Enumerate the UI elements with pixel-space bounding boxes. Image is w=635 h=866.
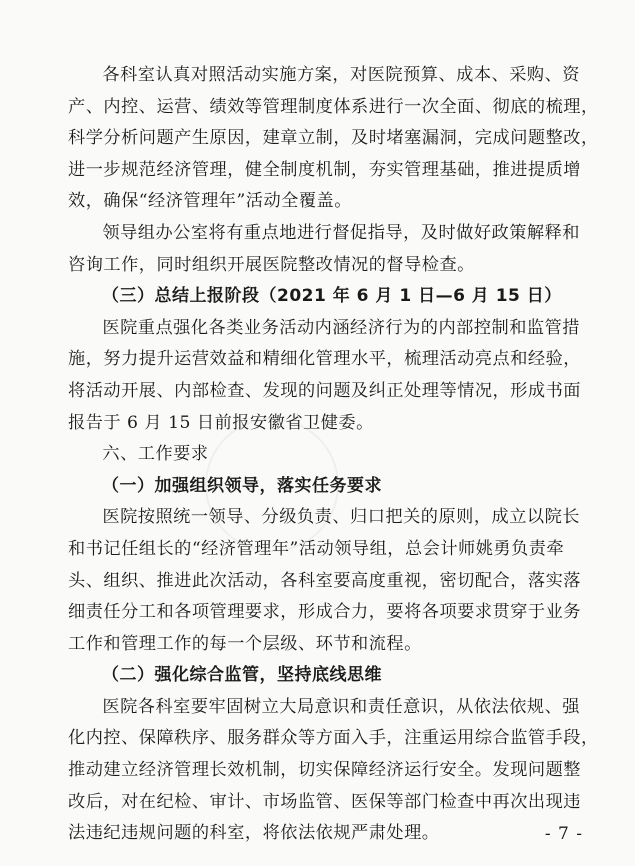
heading-comprehensive-supervision: （二）强化综合监管，坚持底线思维 — [102, 665, 382, 686]
text-line: 头、组织、推进此次活动，各科室要高度重视，密切配合，落实落 — [68, 570, 581, 591]
text-line: 报告于 6 月 15 日前报安徽省卫健委。 — [68, 412, 374, 433]
text-line: 细责任分工和各项管理要求，形成合力，要将各项要求贯穿于业务 — [68, 602, 581, 623]
heading-summary-stage: （三）总结上报阶段（2021 年 6 月 1 日—6 月 15 日） — [102, 286, 562, 307]
paragraph-supervision-mechanism — [68, 692, 599, 850]
text-line: 改后，对在纪检、审计、市场监管、医保等部门检查中再次出现违 — [68, 791, 581, 812]
paragraph-rectification — [68, 60, 599, 218]
paragraph-leadership — [68, 502, 581, 660]
text-line: 医院重点强化各类业务活动内涵经济行为的内部控制和监管措 — [102, 317, 580, 338]
text-line: 工作和管理工作的每一个层级、环节和流程。 — [68, 633, 422, 654]
heading-organization-leadership: （一）加强组织领导，落实任务要求 — [102, 475, 382, 496]
text-line: 医院按照统一领导、分级负责、归口把关的原则，成立以院长 — [102, 507, 580, 528]
text-line: 医院各科室要牢固树立大局意识和责任意识，从依法依规、强 — [102, 696, 580, 717]
text-line: 科学分析问题产生原因，建章立制，及时堵塞漏洞，完成问题整改， — [68, 128, 599, 149]
paragraph-supervision — [68, 218, 578, 281]
paragraph-summary — [68, 313, 581, 439]
text-line: 各科室认真对照活动实施方案，对医院预算、成本、采购、资 — [102, 65, 580, 85]
text-line: 效，确保“经济管理年”活动全覆盖。 — [68, 191, 352, 212]
text-line: 咨询工作，同时组织开展医院整改情况的督导检查。 — [68, 254, 475, 275]
text-line: 推动建立经济管理长效机制，切实保障经济运行安全。发现问题整 — [68, 760, 581, 781]
text-line: 施，努力提升运营效益和精细化管理水平，梳理活动亮点和经验， — [68, 349, 581, 370]
text-line: 产、内控、运营、绩效等管理制度体系进行一次全面、彻底的梳理， — [68, 96, 599, 117]
document-body — [68, 60, 599, 850]
text-line: 法违纪违规问题的科室，将依法依规严肃处理。 — [68, 823, 440, 844]
page-number: - 7 - — [544, 824, 583, 844]
text-line: 将活动开展、内部检查、发现的问题及纠正处理等情况，形成书面 — [68, 380, 581, 401]
text-line: 进一步规范经济管理，健全制度机制，夯实管理基础，推进提质增 — [68, 159, 581, 180]
text-line: 化内控、保障秩序、服务群众等方面入手，注重运用综合监管手段， — [68, 728, 599, 749]
section-work-requirements: 六、工作要求 — [102, 444, 209, 465]
text-line: 和书记任组长的“经济管理年”活动领导组，总会计师姚勇负责牵 — [68, 538, 565, 559]
text-line: 领导组办公室将有重点地进行督促指导，及时做好政策解释和 — [102, 222, 580, 243]
